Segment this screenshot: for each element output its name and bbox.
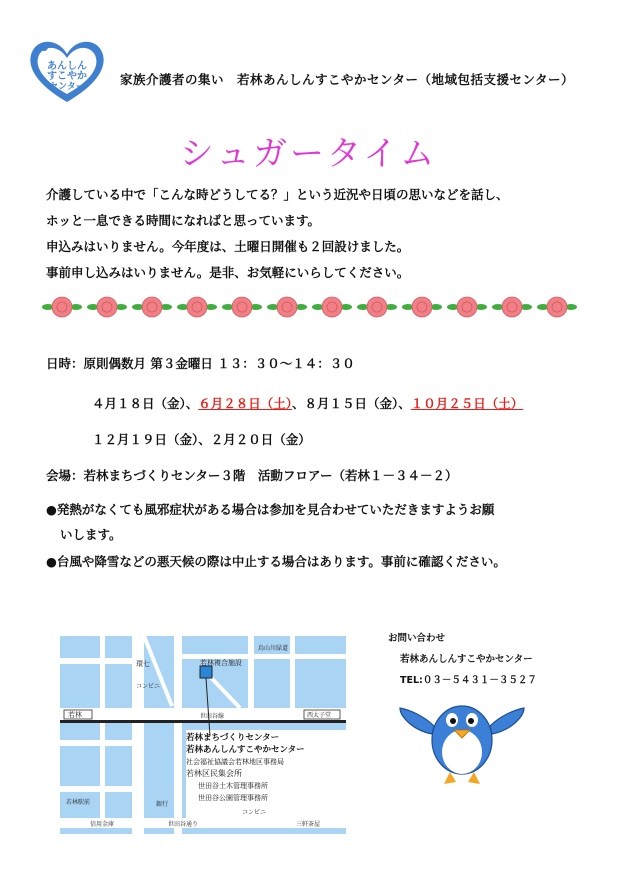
contact-center-name: 若林あんしんすこやかセンター <box>400 654 533 665</box>
map-label-kanana: 環七 <box>136 660 150 668</box>
note-1 <box>46 497 586 547</box>
note-2 <box>46 549 586 574</box>
access-map <box>60 636 346 834</box>
bird-mascot <box>398 686 526 792</box>
map-label-sangenjaya: 三軒茶屋 <box>296 821 321 828</box>
map-label-konbini-2: コンビニ <box>242 809 267 816</box>
date-oct-highlight: １０月２５日（土） <box>410 396 524 411</box>
rose-icon <box>132 297 172 317</box>
date-apr: ４月１８日（金）、 <box>92 396 199 411</box>
rose-icon <box>447 297 487 317</box>
logo-line-1: あんしん <box>47 61 87 72</box>
schedule-time-line: 日時：原則偶数月 第３金曜日 １３：３０～１４：３０ <box>46 356 355 371</box>
page-title: シュガータイム <box>179 134 438 174</box>
map-label-setagaya-line: 世田谷線 <box>200 713 225 720</box>
logo-line-2: すこやか <box>47 71 87 82</box>
intro-line-1: 介護している中で「こんな時どうしてる？」という近況や日頃の思いなどを話し、 <box>46 187 509 202</box>
map-label-complex: 若林複合施設 <box>200 659 242 667</box>
map-facility-1: 若林まちづくりセンター <box>186 733 280 743</box>
date-aug: 、８月１５日（金）、 <box>292 396 411 411</box>
rose-icon <box>537 297 577 317</box>
header-text: 家族介護者の集い 若林あんしんすこやかセンター（地域包括支援センター） <box>120 72 575 87</box>
schedule-dates-line <box>46 394 523 412</box>
note-2-line: ●台風や降雪などの悪天候の際は中止する場合はあります。事前に確認ください。 <box>46 554 506 569</box>
heart-bird-logo-icon <box>26 36 108 104</box>
center-logo <box>26 36 108 104</box>
schedule-dates-line-2: １２月１９日（金）、２月２０日（金） <box>92 432 311 447</box>
blue-bird-mascot-icon <box>398 686 526 792</box>
map-facility-4: 若林区民集会所 <box>186 769 242 778</box>
rose-icon <box>402 297 442 317</box>
map-facility-6: 世田谷公園管理事務所 <box>198 794 268 802</box>
access-map-image <box>60 636 346 834</box>
map-label-nishitaishido: 西太子堂 <box>307 712 332 719</box>
rose-icon <box>357 297 397 317</box>
intro-line-3: 申込みはいりません。今年度は、土曜日開催も２回設けました。 <box>46 239 410 254</box>
rose-icon <box>267 297 307 317</box>
map-label-konbini-1: コンビニ <box>136 683 161 690</box>
contact-heading: お問い合わせ <box>388 633 446 644</box>
note-1-continuation: いします。 <box>60 527 122 542</box>
rose-icon <box>312 297 352 317</box>
map-label-shinyo: 信用金庫 <box>90 821 115 828</box>
rose-icon <box>222 297 262 317</box>
rose-icon <box>492 297 532 317</box>
date-jun-highlight: ６月２８日（土） <box>198 396 293 411</box>
map-facility-3: 社会福祉協議会若林地区事務局 <box>186 758 284 766</box>
note-1-line: ●発熱がなくても風邪症状がある場合は参加を見合わせていただきますようお願 <box>46 502 495 517</box>
rose-icon <box>42 297 82 317</box>
contact-phone: TEL:０３－５４３１－３５２７ <box>400 675 537 686</box>
venue-line: 会場：若林まちづくりセンター３階 活動フロアー（若林１－３４－２） <box>46 468 458 483</box>
map-label-bank: 銀行 <box>156 801 169 808</box>
rose-garland-decoration <box>40 292 580 322</box>
intro-line-2: ホッと一息できる時間になればと思っています。 <box>46 213 321 228</box>
rose-icon <box>177 297 217 317</box>
contact-block <box>388 628 537 691</box>
rose-icon <box>87 297 127 317</box>
map-facility-2: 若林あんしんすこやかセンター <box>186 745 305 755</box>
map-label-wakabayashi-station: 若林駅前 <box>66 799 91 806</box>
logo-line-3: センター <box>49 82 85 92</box>
rose-garland-icon <box>40 292 580 322</box>
map-label-kitazawa: 烏山川緑道 <box>258 645 289 652</box>
intro-line-4: 事前申し込みはいりません。是非、お気軽にいらしてください。 <box>46 265 410 280</box>
map-label-wakabayashi: 若林 <box>68 711 82 719</box>
map-facility-5: 世田谷土木管理事務所 <box>198 782 268 790</box>
map-label-setagaya-dori: 世田谷通り <box>168 821 199 828</box>
intro-paragraph <box>46 182 606 286</box>
